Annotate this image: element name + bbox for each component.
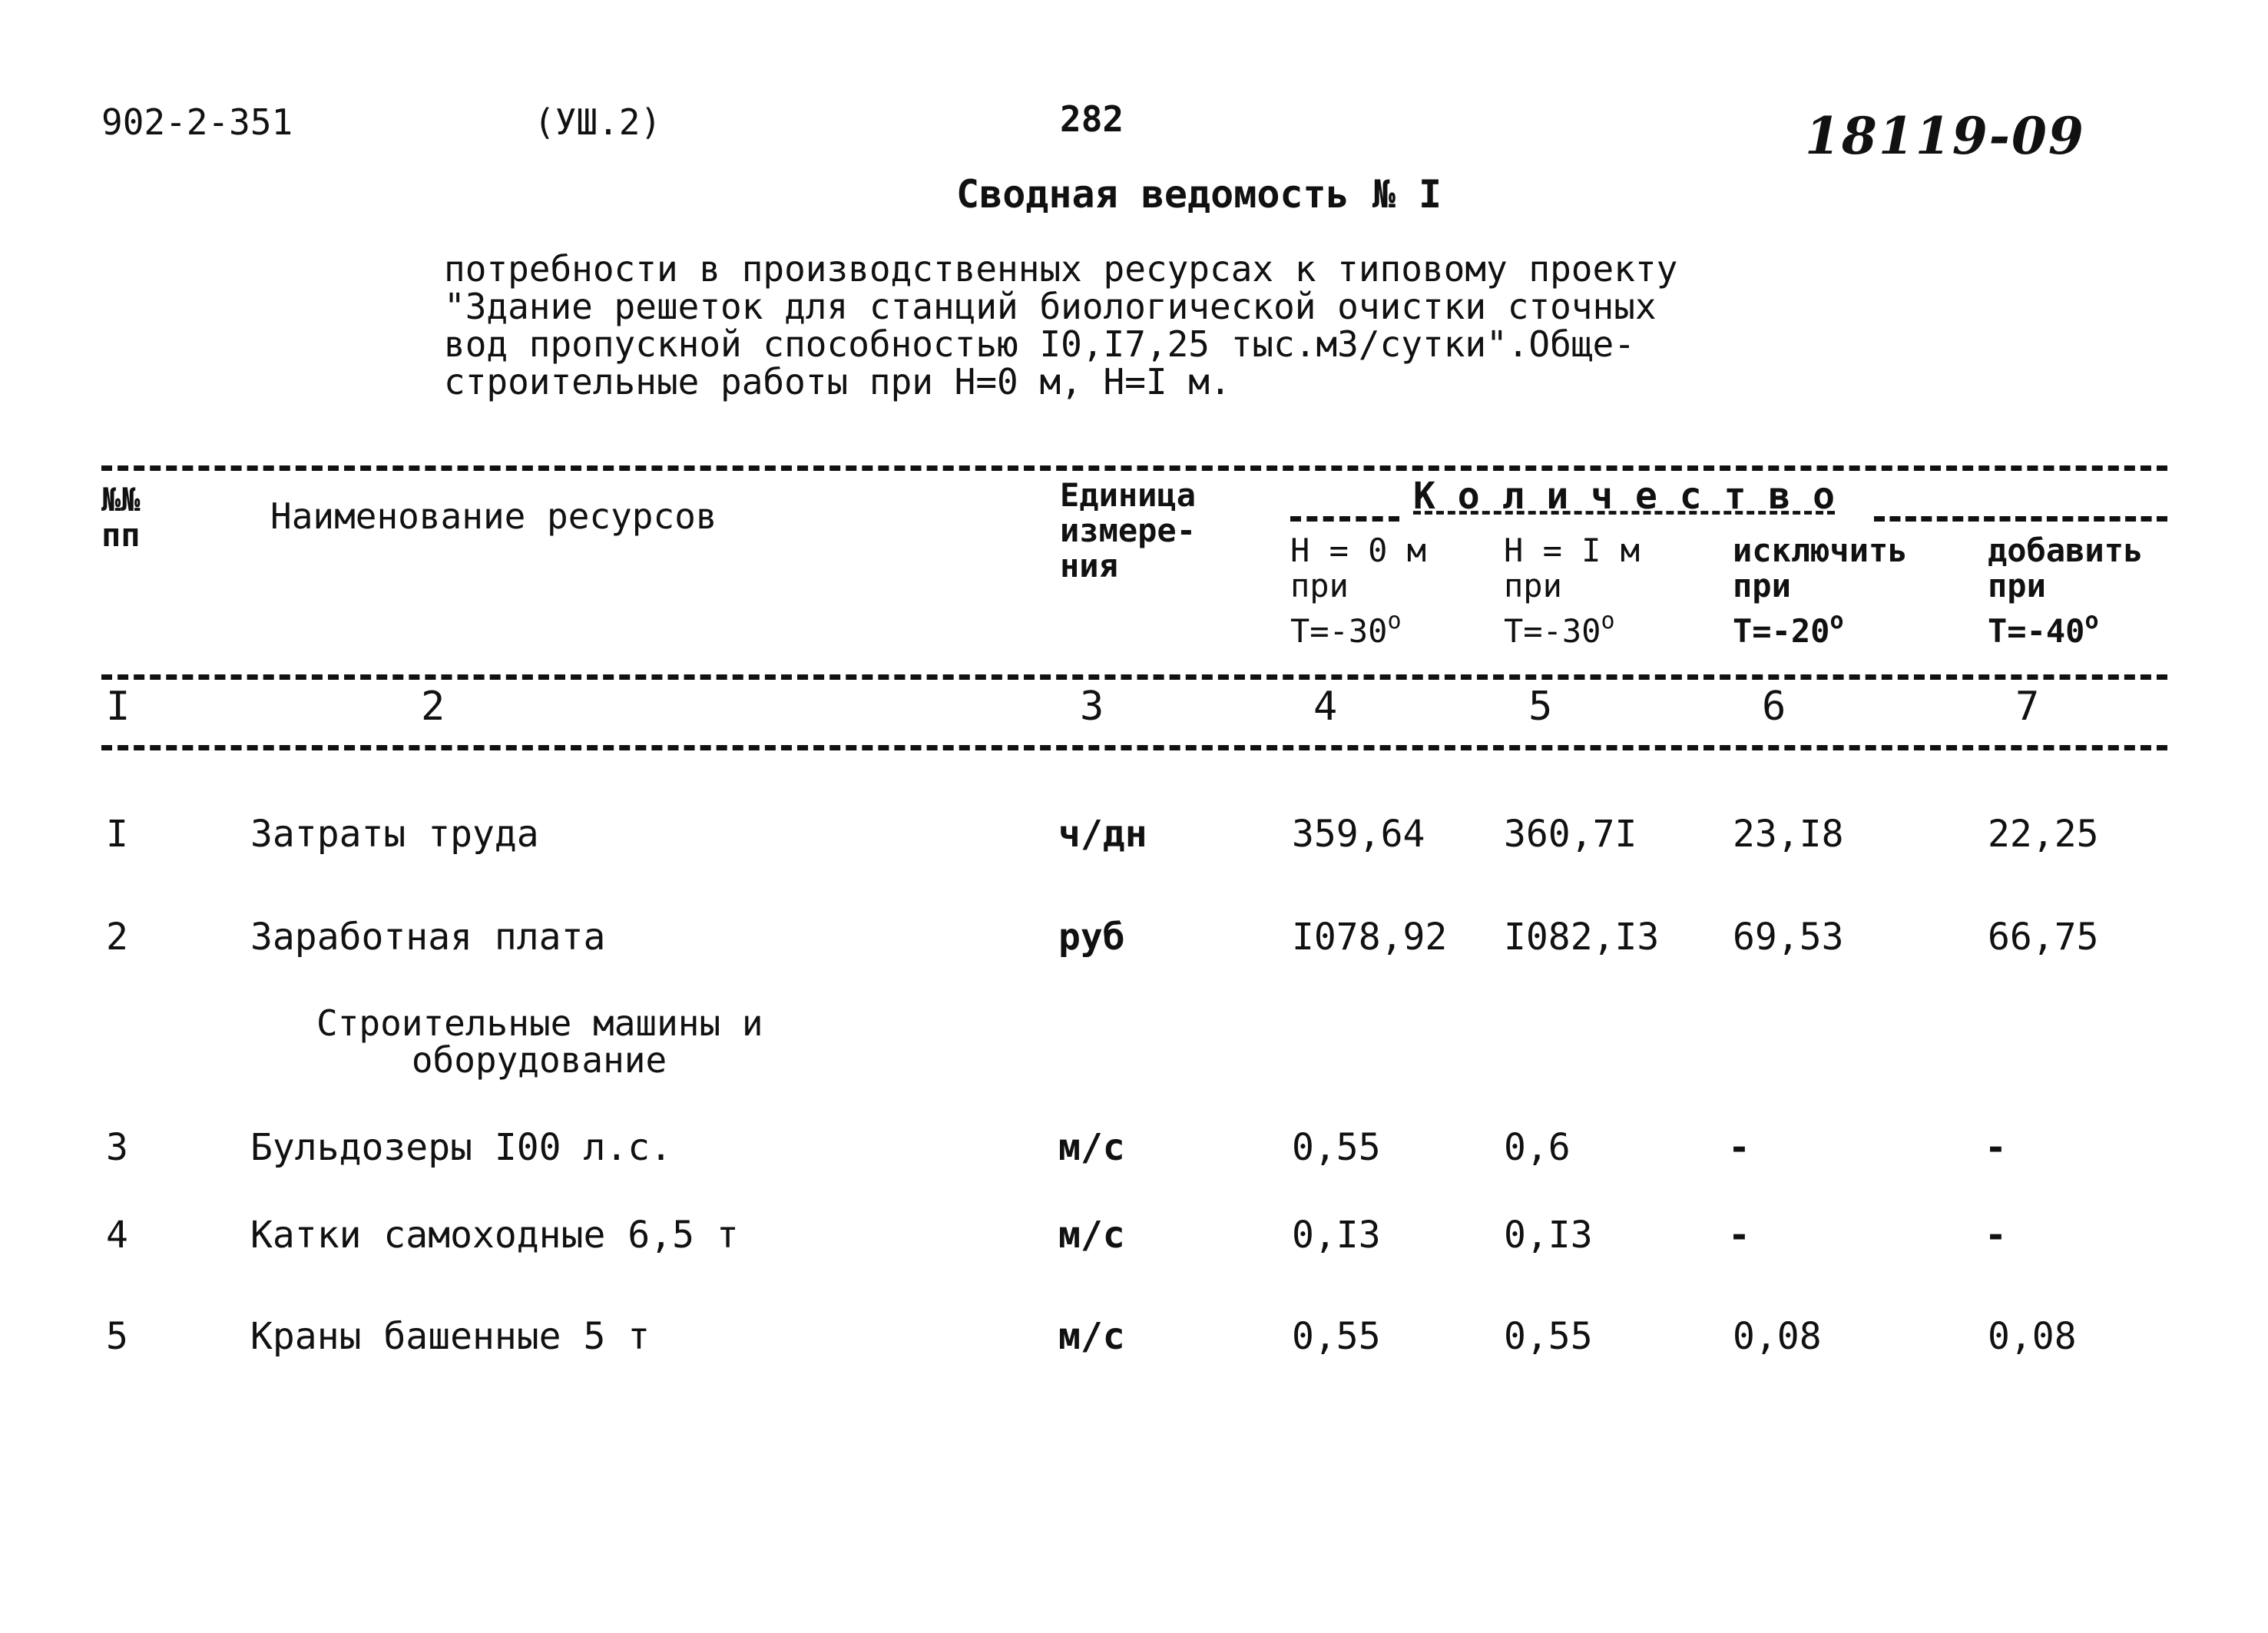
row-1-name: Затраты труда: [250, 813, 539, 856]
row-1-unit: ч/дн: [1058, 813, 1147, 856]
row-2-col7: 66,75: [1988, 916, 2099, 959]
page-number: 282: [1060, 98, 1124, 140]
row-4-col7: -: [1985, 1214, 2007, 1257]
header-col4: Н = 0 м при $Т=-30^о$: [1290, 532, 1427, 650]
colnum-5: 5: [1528, 684, 1553, 730]
row-3-name: Бульдозеры I00 л.с.: [250, 1126, 673, 1169]
header-col5: Н = I м при $Т=-30^о$: [1504, 532, 1641, 650]
table-top-rule: [101, 465, 2167, 471]
row-5-unit: м/с: [1058, 1315, 1125, 1358]
row-4-col4: 0,I3: [1292, 1214, 1381, 1257]
row-2-unit: руб: [1058, 916, 1125, 959]
colnum-6: 6: [1762, 684, 1786, 730]
row-2-col6: 69,53: [1733, 916, 1844, 959]
row-1-col5: 360,7I: [1504, 813, 1637, 856]
row-2-col4: I078,92: [1292, 916, 1448, 959]
row-3-col5: 0,6: [1504, 1126, 1571, 1169]
header-unit: Единица измере- ния: [1060, 476, 1197, 585]
row-5-col5: 0,55: [1504, 1315, 1593, 1358]
subtitle-line: потребности в производственных ресурсах к типовому проекту: [444, 248, 1678, 290]
row-5-col7: 0,08: [1988, 1315, 2077, 1358]
header-col6: исключить при $Т=-20^о$: [1733, 532, 1908, 650]
row-4-number: 4: [106, 1214, 128, 1257]
colnum-1: I: [106, 684, 131, 730]
row-4-col5: 0,I3: [1504, 1214, 1593, 1257]
header-name: Наименование ресурсов: [270, 495, 717, 537]
row-1-number: I: [106, 813, 128, 856]
subtitle-line: "Здание решеток для станций биологической очистки сточных: [444, 286, 1657, 327]
row-4-unit: м/с: [1058, 1214, 1125, 1257]
row-1-col4: 359,64: [1292, 813, 1425, 856]
subtitle-paragraph: [444, 250, 1677, 401]
inventory-number: 18119-09: [1805, 106, 2085, 166]
colnum-4: 4: [1313, 684, 1338, 730]
row-3-number: 3: [106, 1126, 128, 1169]
row-5-col4: 0,55: [1292, 1315, 1381, 1358]
header-col7: добавить при $Т=-40^о$: [1988, 532, 2144, 650]
row-3-col7: -: [1985, 1126, 2007, 1169]
header-quantity-group: К о л и ч е с т в о: [1413, 475, 1836, 518]
row-5-name: Краны башенные 5 т: [250, 1315, 651, 1358]
colnum-3: 3: [1080, 684, 1104, 730]
document-code: 902-2-351: [101, 101, 293, 143]
row-4-name: Катки самоходные 6,5 т: [250, 1214, 739, 1257]
row-2-col5: I082,I3: [1504, 916, 1660, 959]
qty-rule-right: [1874, 516, 2167, 522]
row-5-col6: 0,08: [1733, 1315, 1822, 1358]
subtitle-line: строительные работы при Н=0 м, Н=I м.: [444, 361, 1231, 402]
header-num: №№ пп: [101, 481, 141, 554]
row-4-col6: -: [1728, 1214, 1750, 1257]
row-1-col7: 22,25: [1988, 813, 2099, 856]
section-heading: Строительные машины и оборудование: [316, 1002, 763, 1081]
row-3-col4: 0,55: [1292, 1126, 1381, 1169]
row-3-col6: -: [1728, 1126, 1750, 1169]
subtitle-line: вод пропускной способностью I0,I7,25 тыс.м3/сутки".Обще-: [444, 323, 1635, 365]
colnum-bottom-rule: [101, 745, 2167, 750]
row-2-name: Заработная плата: [250, 916, 606, 959]
qty-rule-left: [1290, 516, 1399, 522]
row-2-number: 2: [106, 916, 128, 959]
row-1-col6: 23,I8: [1733, 813, 1844, 856]
colnum-2: 2: [421, 684, 445, 730]
document-title: Сводная ведомость № I: [956, 172, 1442, 217]
album-number: (УШ.2): [534, 101, 662, 143]
colnum-7: 7: [2015, 684, 2040, 730]
header-bottom-rule: [101, 674, 2167, 680]
row-3-unit: м/с: [1058, 1126, 1125, 1169]
row-5-number: 5: [106, 1315, 128, 1358]
